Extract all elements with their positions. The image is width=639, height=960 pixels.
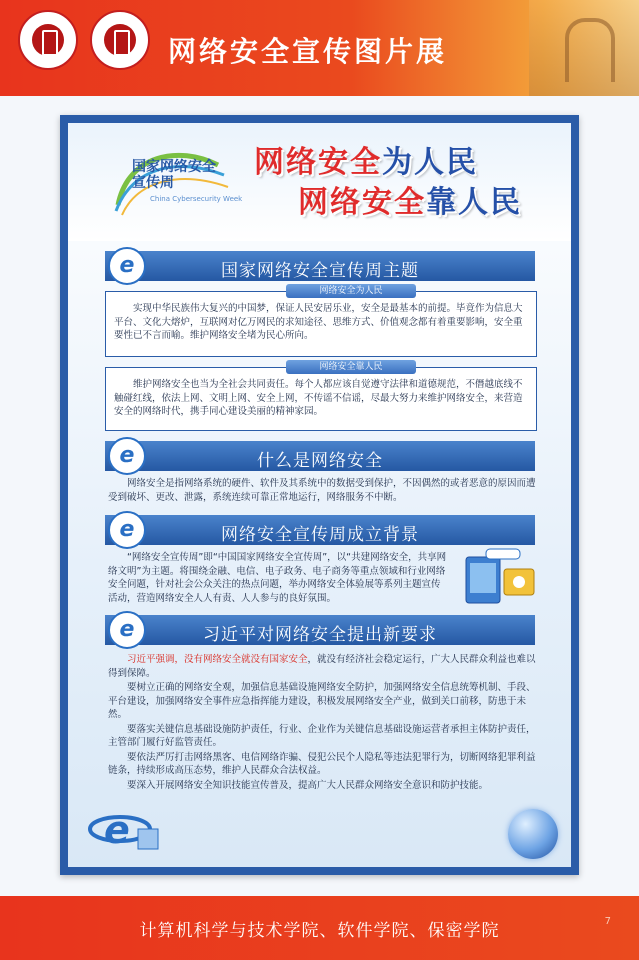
- footer-bar: [0, 896, 639, 960]
- slogan-line-2: [298, 177, 522, 221]
- college-seal-icon: [90, 10, 150, 70]
- section-background-header: [105, 515, 535, 545]
- theme-pill-1: 网络安全为人民: [286, 284, 416, 298]
- requirements-point-3: 要依法严厉打击网络黑客、电信网络诈骗、侵犯公民个人隐私等违法犯罪行为，切断网络犯罪利益链条，持续形成高压态势，维护人民群众合法权益。: [108, 751, 536, 776]
- section-requirements-title: 习近平对网络安全提出新要求: [203, 625, 437, 645]
- week-logo-text: 国家网络安全 宣传周: [132, 159, 216, 191]
- slogan-line-1-red: 网络安全: [254, 145, 382, 180]
- ie-logo-icon: e: [108, 611, 146, 649]
- requirements-point-1: 要树立正确的网络安全观，加强信息基础设施网络安全防护，加强网络安全信息统筹机制、手段、平台建设，加强网络安全事件应急指挥能力建设，积极发展网络安全产业，做到关口前移，防患于未然。: [108, 682, 536, 720]
- page-number: 7: [604, 916, 611, 927]
- slogan-line-1: [254, 137, 478, 181]
- week-logo-english: China Cybersecurity Week: [150, 195, 243, 203]
- section-background-title: 网络安全宣传周成立背景: [221, 525, 419, 545]
- campus-gate-image: [529, 0, 639, 96]
- section-theme-header: [105, 251, 535, 281]
- poster-board: [60, 115, 579, 875]
- college-name: 计算机科学与技术学院、软件学院、保密学院: [139, 921, 500, 941]
- requirements-point-2: 要落实关键信息基础设施防护责任，行业、企业作为关键信息基础设施运营者承担主体防护责任，主管部门履行好监管责任。: [108, 723, 536, 748]
- theme-text-1: 实现中华民族伟大复兴的中国梦，保证人民安居乐业，安全是最基本的前提。毕竟作为信息大平台、文化大熔炉，互联网对亿万网民的求知途径、思维方式、价值观念都有着重要影响，安全重要性已不言而喻。维护网络安全堵为民心所向。: [114, 303, 523, 341]
- poster-hero: [68, 123, 571, 241]
- requirements-point-4: 要深入开展网络安全知识技能宣传普及，提高广大人民群众网络安全意识和防护技能。: [127, 779, 489, 791]
- header-bar: [0, 0, 639, 96]
- ie-logo-icon: e: [108, 247, 146, 285]
- svg-text:e: e: [104, 808, 130, 852]
- what-text: 网络安全是指网络系统的硬件、软件及其系统中的数据受到保护，不因偶然的或者恶意的原因而遭受到破坏、更改、泄露，系统连续可靠正常地运行，网络服务不中断。: [108, 478, 536, 503]
- globe-icon: [508, 809, 558, 859]
- theme-pill-2: 网络安全靠人民: [286, 360, 416, 374]
- requirements-text: 习近平强调，没有网络安全就没有国家安全，就没有经济社会稳定运行，广大人民群众利益也难以得到保障。 要树立正确的网络安全观，加强信息基础设施网络安全防护，加强网络安全信息统筹机制、手段、平台建设，加强网络安全事件应急指挥能力建设，积极发展网络安全产业，做到关口前移，防患于未然。 要落实关键信息基础设施防护责任，行业、企业作为关键信息基础设施运营者承担主体防护责任，主管部门履行好监管责任。 要依法严厉打击网络黑客、电信网络诈骗、侵犯公民个人隐私等违法犯罪行为，切断网络犯罪利益链条，持续形成高压态势，维护人民群众合法权益。 要深入开展网络安全知识技能宣传普及，提高广大人民群众网络安全意识和防护技能。: [108, 654, 536, 791]
- theme-box-2: [105, 362, 537, 431]
- ie-cube-decoration-icon: [86, 799, 166, 857]
- ie-logo-icon: e: [108, 511, 146, 549]
- section-requirements-header: [105, 615, 535, 645]
- slogan-line-2-red: 网络安全: [298, 185, 426, 220]
- poster-content: [68, 123, 571, 867]
- page-title: 网络安全宣传图片展: [168, 35, 448, 68]
- university-seal-icon: [18, 10, 78, 70]
- slogan-line-2-rest: 靠人民: [426, 185, 522, 220]
- ie-logo-icon: e: [108, 437, 146, 475]
- requirements-highlight: 习近平强调，没有网络安全就没有国家安全: [127, 654, 308, 665]
- slogan-line-1-rest: 为人民: [382, 145, 478, 180]
- theme-box-1: [105, 286, 537, 357]
- section-what-header: [105, 441, 535, 471]
- section-theme-title: 国家网络安全宣传周主题: [221, 261, 419, 281]
- security-illustration-icon: [460, 547, 542, 613]
- theme-text-2: 维护网络安全也当为全社会共同责任。每个人都应该自觉遵守法律和道德规范，不僭越底线不触碰红线，依法上网、文明上网、安全上网，不传谣不信谣，尽最大努力来维护网络安全，来营造安全的网络时代，携手同心建设美丽的精神家园。: [114, 379, 523, 417]
- section-what-title: 什么是网络安全: [257, 451, 383, 471]
- background-text: “网络安全宣传周”即“中国国家网络安全宣传周”，以“共建网络安全，共享网络文明”为主题。将围绕金融、电信、电子政务、电子商务等重点领域和行业网络安全问题，针对社会公众关注的热点问题，举办网络安全体验展等系列主题宣传活动，营造网络安全人人有责、人人参与的良好氛围。: [108, 552, 447, 604]
